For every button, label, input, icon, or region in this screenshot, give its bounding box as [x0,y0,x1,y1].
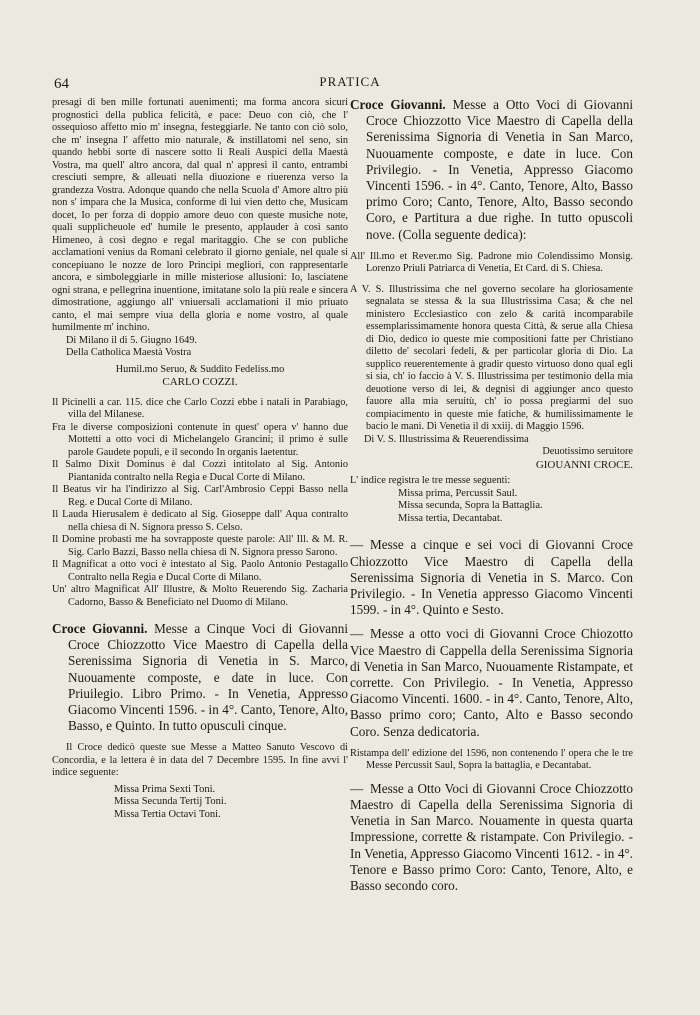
list-item: Missa Tertia Octavi Toni. [114,808,221,820]
list-item: Missa secunda, Sopra la Battaglia. [398,500,543,512]
entry-description: Messe a cinque e sei voci di Giovanni Croce Chiozzotto Vice Maestro di Capella della Serenissima Signoria di Venetia in S. Marco. Con Privilegio. - In Venetia appresso Giacomo Vincenti 1599. - in 4°. Quinto e Sesto. [350,537,633,618]
bibliography-entry: — Messe a Otto Voci di Giovanni Croce Chiozzotto Maestro di Capella della Serenissima Signoria di Venetia in San Marco. Nouamente in questa quarta Impressione, corrette & ristampate. Con Privilegio. - In Venetia, Appresso Giacomo Vincenti 1612. - in 4°. Tenore e Basso primo Coro: Canto, Tenore, Alto, e Basso secondo coro. [350,780,633,893]
mass-index-list [114,784,348,822]
dedication-closing: Della Catholica Maestà Vostra [66,347,192,358]
mass-index-list [398,488,633,526]
dedication-address: All' Ill.mo et Rever.mo Sig. Padrone mio Colendissimo Monsig. Lorenzo Priuli Patriarca di Venetia, Et Card. di S. Chiesa. [350,250,633,275]
note-item: Il Beatus vir ha l'indirizzo al Sig. Carl'Ambrosio Ceppi Basso nella Reg. e Ducal Corte di Milano. [52,484,348,508]
entry-description: Messe a Cinque Voci di Giovanni Croce Chiozzotto Vice Maestro di Capella della Serenissima Signoria di Venetia in S. Marco, Nuouamente composte, e date in luce. Con Priuilegio. Libro Primo. - In Venetia, Appresso Giacomo Vincenti 1596. - in 4°. Canto, Tenore, Alto, Basso, e Quinto. In tutto opusculi cinque. [68,621,348,734]
bibliography-entry [350,97,633,243]
list-item: Missa Secunda Tertij Toni. [114,796,227,808]
note-item: Un' altro Magnificat All' Illustre, & Molto Reuerendo Sig. Zacharia Cadorno, Basso & Beneficiato nel Duomo di Milano. [52,584,348,608]
right-column [350,97,633,894]
index-intro: L' indice registra le tre messe seguenti: [350,475,511,487]
running-title: PRATICA [319,74,381,89]
list-item: Missa prima, Percussit Saul. [398,487,518,499]
entry-description: Messe a Otto Voci di Giovanni Croce Chiozzotto Maestro di Capella della Serenissima Signoria di Venetia in San Marco. Nouamente in questa quarta Impressione, corrette & ristampate. Con Privilegio. - In Venetia, Appresso Giacomo Vincenti 1612. - in 4°. Tenore e Basso primo Coro: Canto, Tenore, Alto, e Basso secondo coro. [350,780,633,893]
bibliography-entry: — Messe a cinque e sei voci di Giovanni Croce Chiozzotto Vice Maestro di Capella della Serenissima Signoria di Venetia in S. Marco. Con Privilegio. - In Venetia appresso Giacomo Vincenti 1599. - in 4°. Quinto e Sesto. [350,537,633,618]
reprint-note: Ristampa dell' edizione del 1596, non contenendo l' opera che le tre Messe Percussit Saul, Sopra la battaglia, e Decantabat. [350,747,633,772]
list-item: Missa Prima Sexti Toni. [114,783,216,795]
entry-description: Messe a Otto Voci di Giovanni Croce Chiozzotto Vice Maestro di Capella della Serenissima Signoria di Venetia in San Marco, Nuouamente composte, e date in luce. Con Privilegio. - In Venetia, Appresso Giacomo Vincenti 1596. - in 4°. Canto, Tenore, Alto, Basso primo Coro; Canto, Tenore, Alto, Basso secondo Coro, e Partitura a due righe. In tutto opuscoli nove. (Colla seguente dedica): [366,97,633,242]
note-item: Il Salmo Dixit Dominus è dal Cozzi intitolato al Sig. Antonio Piantanida contralto nella Regia e Ducal Corte di Milano. [52,459,348,483]
note-item: Il Magnificat a otto voci è intestato al Sig. Paolo Antonio Pestagallo Contralto nella Regia e Ducal Corte di Milano. [52,559,348,583]
dedication-note: Il Croce dedicò queste sue Messe a Matteo Sanuto Vescovo di Concordia, e la lettera è in data del 7 Decembre 1595. In fine avvi l' indice seguente: [52,742,348,779]
bibliography-entry [52,621,348,734]
entry-author: Croce Giovanni. [52,621,148,636]
letter-closing-2: Deuotissimo seruitore [542,446,633,458]
letter-signature: GIOUANNI CROCE. [535,458,633,471]
note-item: Il Lauda Hierusalem è dedicato al Sig. Gioseppe dall' Aqua contralto nella chiesa di N. Signora presso S. Celso. [52,509,348,533]
dedication-date: Di Milano il dì 5. Giugno 1649. [66,334,197,346]
note-item: Fra le diverse composizioni contenute in quest' opera v' hanno due Mottetti a otto voci di Michelangelo Grancini; il primo è sulle parole Gaudete populi, e il secondo In organis laetentur. [52,421,348,458]
dedication-text: presagi di ben mille fortunati auenimenti; ma forma ancora sicuri prognostici della publica felicità, e pace: Deuo con ciò, che l' ossequioso affetto mio m' insegna, festeggiarle. Ne tanto con ciò solo, che m' insegna l' affetto mio naturale, & instillatomi nel seno, sin quando hebbi sorte di nascere sotto li Reali Auspici della Maestà Vostra, ma quell' altro ancora, dal qual n' appresi il canto, entrambi cresciuti sempre, & alleuati nella diuozione e riuerenza verso la grandezza Vostra. Adonque quando che nella Scuola d' Amore altro più non s' impara che la Musica, conforme di lui vien detto che, Musicam docet, Io per forza di doppio amore deuo con queste musiche note, quali supplicheuole ed' humile le presento, applauder à così santo Himeneo, à così degno e regal maritaggio. Che se con publiche acclamationi venius da Romani celebrato il giorno geniale, nel quale si concepiuano le nozze de loro Principi megliori, con rappresentarle ancora, e simboleggiarle in mille misteriose allusioni: Io, lasciatene ogni strana, e pellegrina inuentione, imitatane solo la più reale e sincera dimostratione, aggiungo all' vniuersali acclamationi il mio priuato canto, el mai sempre viua della gloria e nome vostro, al quale humilmente m' inchino. [52,97,348,333]
entry-description: Messe a otto voci di Giovanni Croce Chiozotto Vice Maestro di Cappella della Serenissima Signoria di Venetia in San Marco, Nuouamente Ristampate, et corrette. Con Privilegio. - In Venetia, Appresso Giacomo Vincenti. 1600. - in 4°. Canto, Tenore, Alto, Basso primo coro; Canto, Alto e Basso secondo Coro. Senza dedicatoria. [350,626,633,739]
dedication-signature: CARLO COZZI. [162,376,238,388]
page-number: 64 [54,76,69,92]
note-item: Il Picinelli a car. 115. dice che Carlo Cozzi ebbe i natali in Parabiago, villa del Milanese. [52,396,348,420]
letter-closing: Di V. S. Illustrissima & Reuerendissima [364,433,529,445]
note-item: Il Domine probasti me ha sovrapposte queste parole: All' Ill. & M. R. Sig. Carlo Bazzi, Basso nella chiesa di N. Signora presso Sarono. [52,534,348,558]
left-column [52,97,348,821]
dedication-closing-2: Humil.mo Seruo, & Suddito Fedeliss.mo [115,363,285,375]
dedication-letter: A V. S. Illustrissima che nel governo secolare ha gloriosamente segnalata se stessa & la sua Illustrissima Casa; & che nel ministero Ecclesiastico con zelo & carità incomparabile essemplarissimamente honora questa Città, & serue alla Chiesa di Dio, dedico io queste mie compositioni fatte per Christiano diletto de' secolari fedeli, & per particolar gloria di Dio. La supplico reuerentemente à gradir questo virtuoso dono qual egli si sia, ch' io faccio à V. S. Illustrissima per testimonio della mia deuotione verso di lei, & degnisi di aggiunger anco questo fauore alla mia seruitù, ch' io possa pregiarmi del suo compiacimento in queste mie fatiche, & humilissimamente le bacio le mani. Di Venetia il dì xxiij. di Maggio 1596. [350,283,633,433]
bibliography-entry: — Messe a otto voci di Giovanni Croce Chiozotto Vice Maestro di Cappella della Serenissima Signoria di Venetia in San Marco, Nuouamente Ristampate, et corrette. Con Privilegio. - In Venetia, Appresso Giacomo Vincenti. 1600. - in 4°. Canto, Tenore, Alto, Basso primo coro; Canto, Alto e Basso secondo Coro. Senza dedicatoria. [350,626,633,739]
list-item: Missa tertia, Decantabat. [398,512,503,524]
entry-author: Croce Giovanni. [350,97,446,112]
